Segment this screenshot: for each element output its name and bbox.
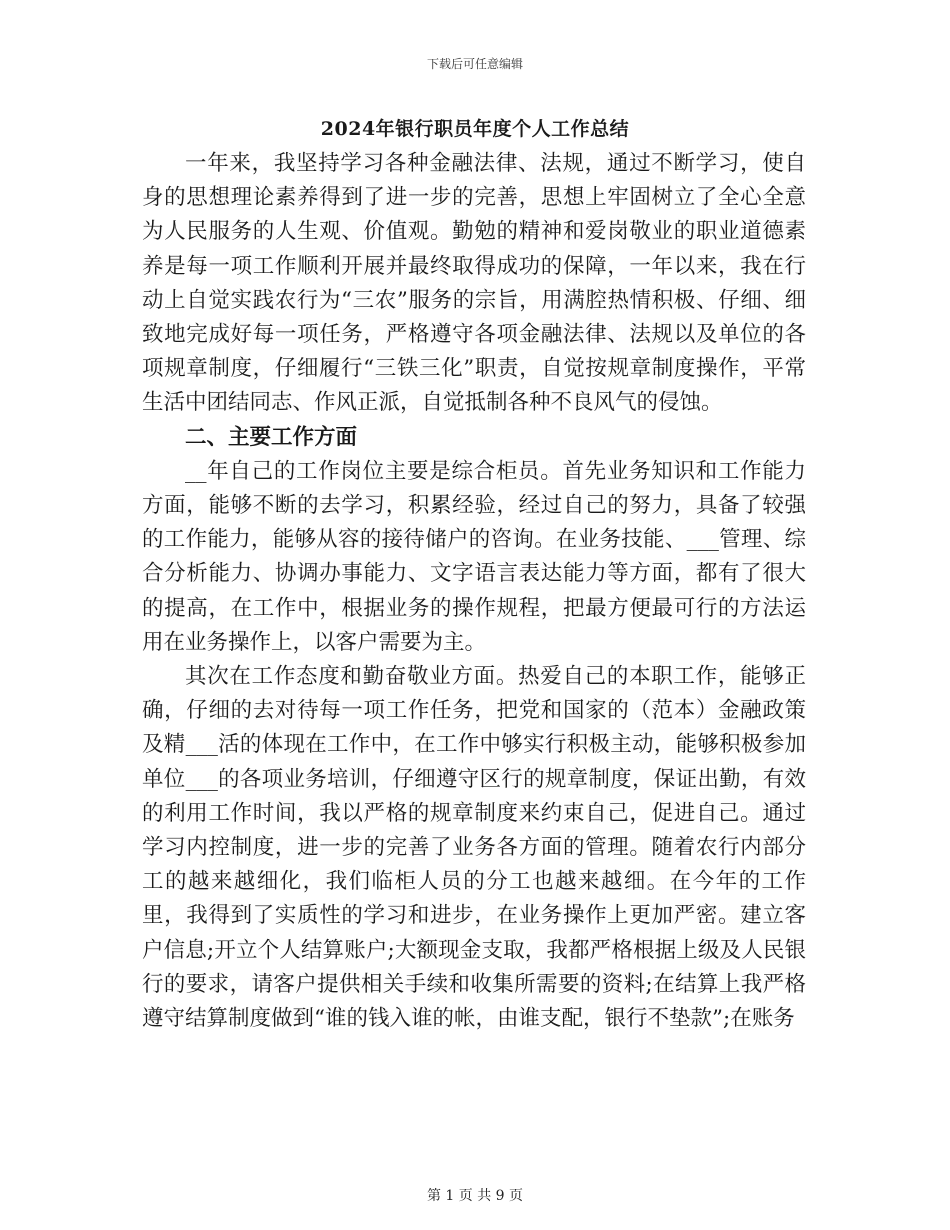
document-body (142, 147, 806, 1036)
document-title: 2024年银行职员年度个人工作总结 (320, 118, 630, 140)
page-number: 第 1 页 共 9 页 (426, 1188, 524, 1204)
paragraph-work-position: __年自己的工作岗位主要是综合柜员。首先业务知识和工作能力方面，能够不断的去学习，积累经验，经过自己的努力，具备了较强的工作能力，能够从容的接待储户的咨询。在业务技能、___管理、综合分析能力、协调办事能力、文字语言表达能力等方面，都有了很大的提高，在工作中，根据业务的操作规程，把最方便最可行的方法运用在业务操作上，以客户需要为主。 (142, 458, 806, 655)
section-heading-main-work: 二、主要工作方面 (185, 424, 358, 450)
page-header-note: 下载后可任意编辑 (426, 57, 523, 71)
paragraph-intro: 一年来，我坚持学习各种金融法律、法规，通过不断学习，使自身的思想理论素养得到了进一步的完善，思想上牢固树立了全心全意为人民服务的人生观、价值观。勤勉的精神和爱岗敬业的职业道德素养是每一项工作顺利开展并最终取得成功的保障，一年以来，我在行动上自觉实践农行为“三农”服务的宗旨，用满腔热情积极、仔细、细致地完成好每一项任务，严格遵守各项金融法律、法规以及单位的各项规章制度，仔细履行“三铁三化”职责，自觉按规章制度操作，平常生活中团结同志、作风正派，自觉抵制各种不良风气的侵蚀。 (142, 151, 806, 416)
paragraph-work-attitude: 其次在工作态度和勤奋敬业方面。热爱自己的本职工作，能够正确，仔细的去对待每一项工作任务，把党和国家的（范本）金融政策及精___活的体现在工作中，在工作中够实行积极主动，能够积极参加单位___的各项业务培训，仔细遵守区行的规章制度，保证出勤，有效的利用工作时间，我以严格的规章制度来约束自己，促进自己。通过学习内控制度，进一步的完善了业务各方面的管理。随着农行内部分工的越来越细化，我们临柜人员的分工也越来越细。在今年的工作里，我得到了实质性的学习和进步，在业务操作上更加严密。建立客户信息;开立个人结算账户;大额现金支取，我都严格根据上级及人民银行的要求，请客户提供相关手续和收集所需要的资料;在结算上我严格遵守结算制度做到“谁的钱入谁的帐，由谁支配，银行不垫款”;在账务 (142, 664, 806, 1032)
